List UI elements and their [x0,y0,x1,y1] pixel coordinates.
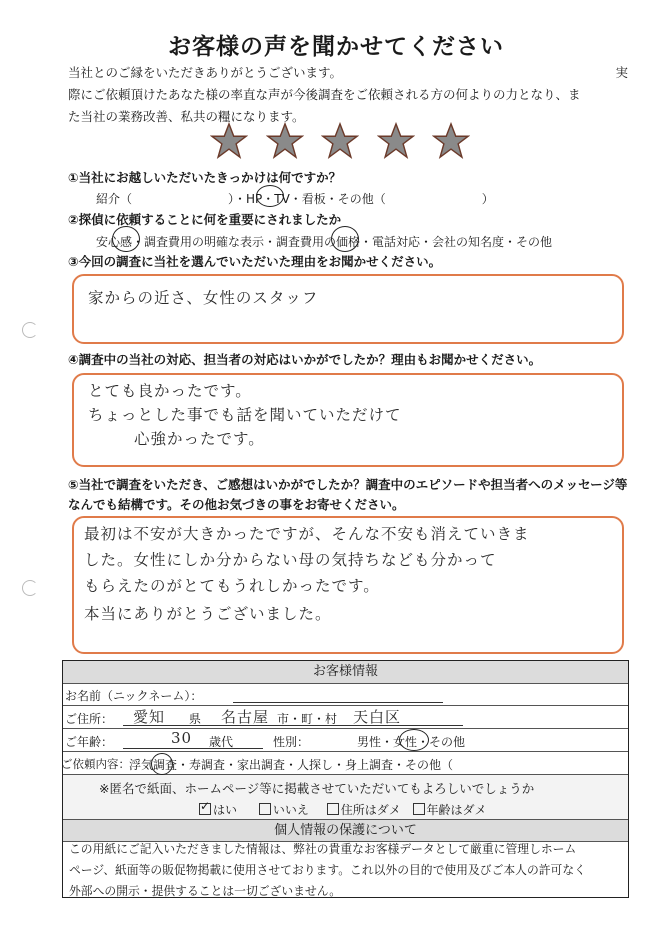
address-ward[interactable]: 天白区 [353,708,402,726]
q5-answer-box[interactable] [72,516,624,654]
permission-option-yes[interactable]: ✓ はい [200,799,238,817]
star-icon[interactable] [321,122,359,160]
name-field[interactable] [233,702,443,703]
q5-answer-line-4: 本当にありがとうございました。 [84,605,332,623]
q1-options[interactable]: 紹介（ ）・HP・TV・看板・その他（ ） [96,192,494,206]
gender-label: 性別： [273,735,310,749]
binder-hole-bottom [22,580,38,596]
q2-selected-circle-kakaku [331,226,359,252]
page-title: お客様の声を聞かせてください [168,34,504,60]
star-icon[interactable] [377,122,415,160]
name-row [63,684,628,706]
customer-info-header: お客様情報 [63,661,628,684]
age-value[interactable]: 30 [171,729,193,747]
inquiry-options[interactable]: 浮気調査・寿調査・家出調査・人探し・身上調査・その他（ [129,758,454,772]
q5-question-line-1: ⑤当社で調査をいただき、ご感想はいかがでしたか？調査中のエピソードや担当者へのメッセージ等 [68,477,628,492]
permission-option-no-address[interactable]: 住所はダメ [327,803,401,817]
q4-answer-box[interactable] [72,373,624,467]
age-suffix: 歳代 [209,735,234,749]
q4-answer-line-1: とても良かったです。 [88,382,252,400]
age-label: ご年齢： [65,735,114,749]
checkbox-icon[interactable] [259,803,271,815]
q4-question: ④調査中の当社の対応、担当者の対応はいかがでしたか？理由もお聞かせください。 [68,352,542,367]
permission-options [199,801,599,818]
intro-text: 当社とのご縁をいただきありがとうございます。 実 際にご依頼頂けたあなた様の率直な声が今後調査をご依頼される方の何よりの力となり、ま た当社の業務改善、私共の糧になります。 [68,65,628,124]
gender-options[interactable]: 男性・女性・その他 [357,735,466,749]
star-rating[interactable] [210,122,470,160]
q5-answer-line-2: した。女性にしか分からない母の気持ちなども分かって [84,551,497,569]
inquiry-label: ご依頼内容： [61,757,130,771]
permission-option-no-age[interactable]: 年齢はダメ [413,803,487,817]
q5-answer-line-1: 最初は不安が大きかったですが、そんな不安も消えていきま [84,525,530,543]
address-label: ご住所： [65,712,114,726]
address-city-suffix: 市・町・村 [277,712,338,726]
address-underline [123,725,463,726]
address-pref[interactable]: 愛知 [133,708,166,726]
star-icon[interactable] [210,122,248,160]
inquiry-row [63,752,628,775]
q3-answer-box[interactable] [72,274,624,344]
gender-selected-circle [399,729,429,751]
inquiry-selected-circle [151,753,173,775]
q3-answer: 家からの近さ、女性のスタッフ [88,289,319,307]
name-label: お名前（ニックネーム）： [65,689,203,703]
star-icon[interactable] [266,122,304,160]
address-row [63,706,628,729]
age-underline [123,748,263,749]
privacy-text: この用紙にご記入いただきました情報は、弊社の貴重なお客様データとして厳重に管理しホーム ページ、紙面等の販促物掲載に使用させております。これ以外の目的で使用及びご本人の許可なく 外部への開示・提供することは一切ございません。 [69,842,586,898]
permission-question: ※匿名で紙面、ホームページ等に掲載させていただいてもよろしいでしょうか [99,781,535,796]
checkbox-icon[interactable] [413,803,425,815]
q2-selected-circle-anshin [112,226,140,252]
q1-selected-circle [256,185,284,207]
binder-hole-top [22,322,38,338]
q2-question: ②探偵に依頼することに何を重要にされましたか [68,212,342,227]
q1-question: ①当社にお越しいただいたきっかけは何ですか？ [68,170,342,185]
address-pref-suffix: 県 [189,712,202,726]
q2-options[interactable]: 安心感・調査費用の明確な表示・調査費用の価格・電話対応・会社の知名度・その他 [96,235,553,249]
permission-option-no[interactable]: いいえ [259,803,309,817]
q4-answer-line-2: ちょっとした事でも話を聞いていただけて [88,406,402,424]
checkbox-checked-icon[interactable]: ✓ [200,799,211,813]
q5-question-line-2: なんでも結構です。その他お気づきの事をお寄せください。 [68,497,405,512]
q4-answer-line-3: 心強かったです。 [134,430,265,448]
permission-row [63,775,628,820]
q3-question: ③今回の調査に当社を選んでいただいた理由をお聞かせください。 [68,254,442,269]
checkbox-icon[interactable] [327,803,339,815]
privacy-header: 個人情報の保護について [63,820,628,842]
q5-answer-line-3: もらえたのがとてもうれしかったです。 [84,577,380,595]
customer-info-table [62,660,629,898]
age-gender-row [63,729,628,752]
address-city[interactable]: 名古屋 [221,708,270,726]
star-icon[interactable] [432,122,470,160]
